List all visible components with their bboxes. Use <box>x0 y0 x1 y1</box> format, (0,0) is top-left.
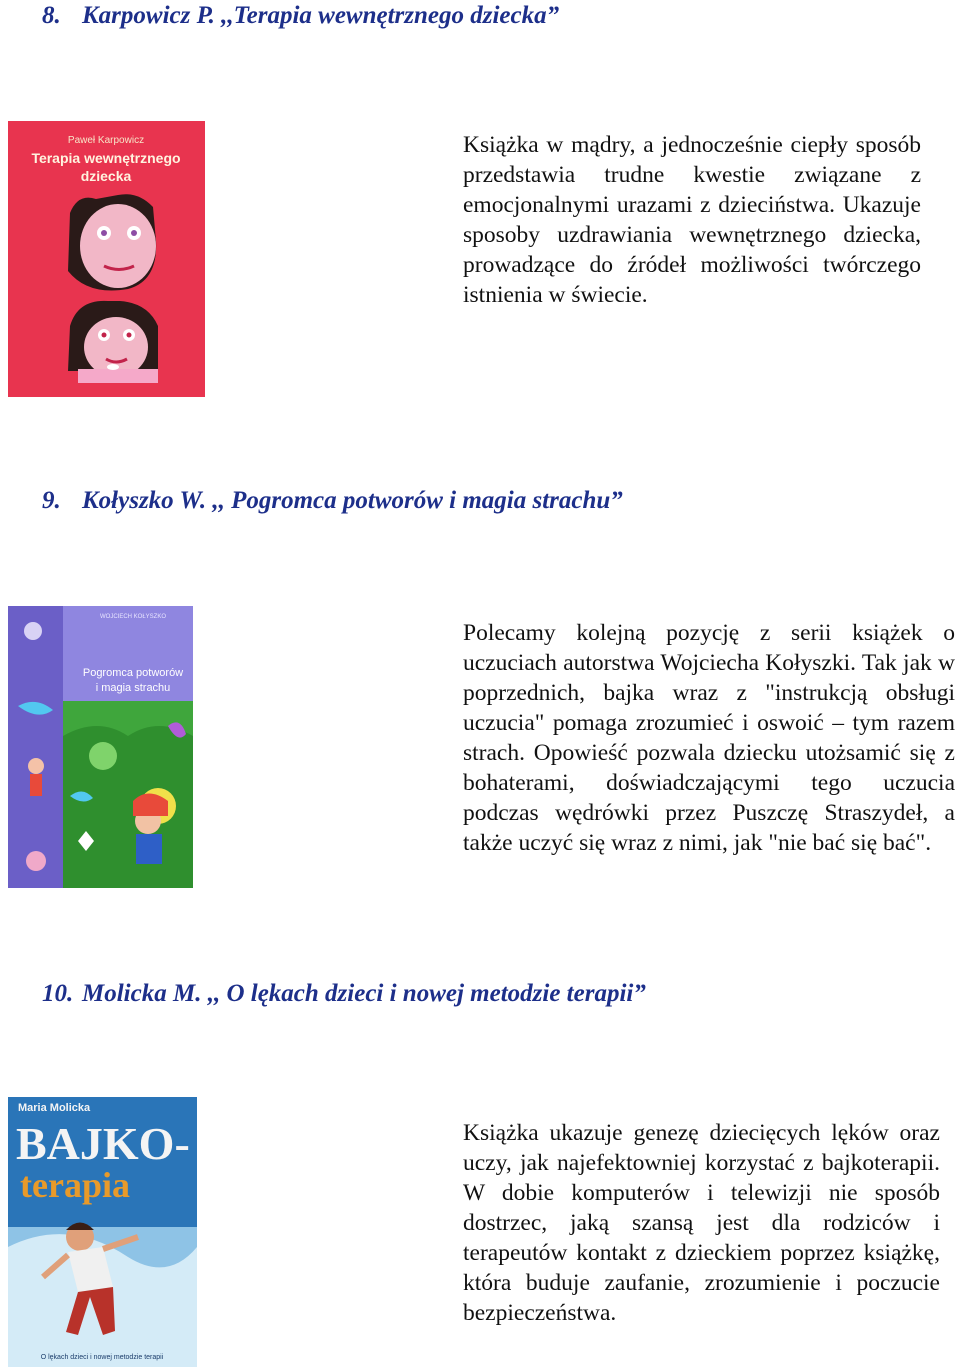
book-cover-terapia-wewnetrznego-dziecka <box>8 121 205 397</box>
cover-title-bottom: terapia <box>20 1165 130 1205</box>
entry-title: Karpowicz P. ,,Terapia wewnętrznego dziecka” <box>82 2 560 29</box>
book-cover-bajkoterapia <box>8 1097 197 1367</box>
entry-heading-kolyszko <box>42 487 623 515</box>
cover-title-line-1: Terapia wewnętrznego <box>31 150 181 166</box>
cover-subtitle: O lękach dzieci i nowej metodzie terapii <box>40 1354 164 1361</box>
entry-heading-molicka <box>42 980 646 1008</box>
book-cover-pogromca-potworow <box>8 606 193 888</box>
entry-number: 9. <box>42 487 61 514</box>
entry-description: Książka ukazuje genezę dziecięcych lęków oraz uczy, jak najefektowniej korzystać z bajkoterapii. W dobie komputerów i telewizji nie sposób dostrzec, jaką szansą jest dla rodziców i terapeutów kontakt z dzieckiem poprzez książkę, która buduje zaufanie, zrozumienie i poczucie bezpieczeństwa. <box>463 1120 940 1326</box>
cover-author: WOJCIECH KOŁYSZKO <box>99 614 167 620</box>
cover-author: Maria Molicka <box>18 1102 91 1114</box>
entry-description: Polecamy kolejną pozycję z serii książek o uczuciach autorstwa Wojciecha Kołyszki. Tak jak w poprzednich, bajka wraz z "instrukcją obsługi uczucia" pomaga zrozumieć i oswoić – tym razem strach. Opowieść pozwala dziecku utożsamić się z bohaterami, doświadczającymi tego uczucia podczas wędrówki przez Puszczę Straszydeł, a także uczyć się wraz z nimi, jak "nie bać się bać". <box>463 620 955 856</box>
cover-title-line-1: Pogromca potworów <box>82 667 184 679</box>
entry-number: 10. <box>42 980 74 1007</box>
cover-title-line-2: i magia strachu <box>95 682 171 694</box>
entry-title: Kołyszko W. ,, Pogromca potworów i magia strachu” <box>82 487 623 514</box>
cover-illustration <box>8 1097 197 1367</box>
cover-title-top: BAJKO- <box>16 1118 190 1169</box>
cover-illustration <box>8 606 193 888</box>
cover-author: Paweł Karpowicz <box>67 135 145 146</box>
cover-illustration <box>8 121 205 397</box>
entry-description: Książka w mądry, a jednocześnie ciepły sposób przedstawia trudne kwestie związane z emocjonalnymi urazami z dzieciństwa. Ukazuje sposoby uzdrawiania wewnętrznego dziecka, prowadzące do źródeł możliwości twórczego istnienia w świecie. <box>463 132 921 308</box>
entry-heading-karpowicz <box>42 2 559 30</box>
entry-title: Molicka M. ,, O lękach dzieci i nowej metodzie terapii” <box>82 980 646 1007</box>
entry-number: 8. <box>42 2 61 29</box>
cover-title-line-2: dziecka <box>80 168 132 184</box>
